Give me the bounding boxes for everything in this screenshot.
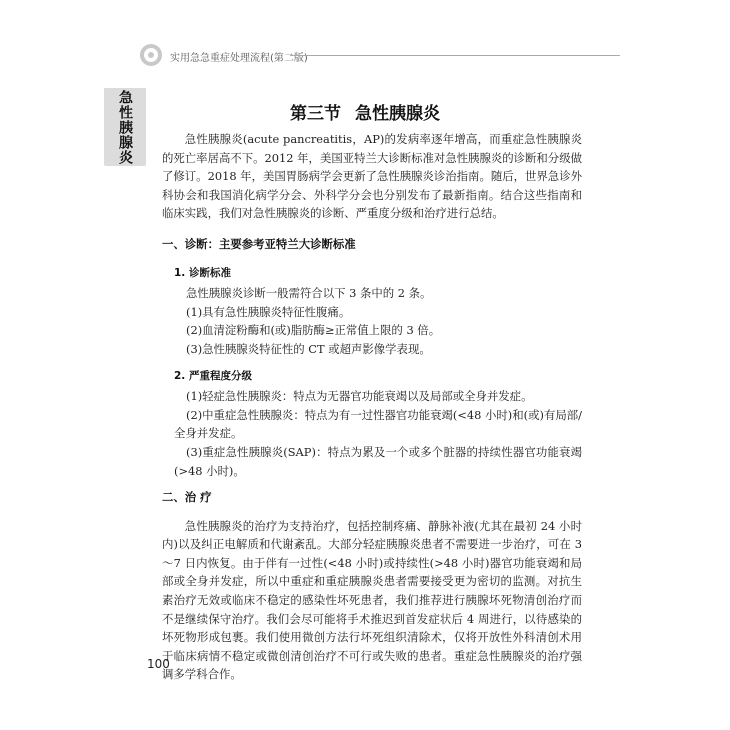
treatment-paragraph: 急性胰腺炎的治疗为支持治疗，包括控制疼痛、静脉补液(尤其在最初 24 小时内)以及纠正电解质和代谢紊乱。大部分轻症胰腺炎患者不需要进一步治疗，可在 3～7 日内恢复。由于伴有一过性(<48 小时)或持续性(>48 小时)器官功能衰竭和局部或全身并发症，所以中重症和重症胰腺炎患者需要接受更为密切的监测。对抗生素治疗无效或临床不稳定的感染性坏死患者，我们推荐进行胰腺坏死物清创治疗而不是继续保守治疗。我们会尽可能将手术推迟到首发症状后 4 周进行，以待感染的坏死物形成包裹。我们使用微创方法行坏死组织清除术，仅将开放性外科清创术用于临床病情不稳定或微创清创治疗不可行或失败的患者。重症急性胰腺炎的治疗强调多学科合作。 — [162, 518, 582, 682]
diagnosis-heading: 一、诊断：主要参考亚特兰大诊断标准 — [162, 236, 356, 251]
severity-item: (1)轻症急性胰腺炎：特点为无器官功能衰竭以及局部或全身并发症。 — [186, 389, 533, 404]
book-logo-icon — [140, 44, 162, 66]
section-title: 第三节 急性胰腺炎 — [290, 104, 440, 124]
page-body — [162, 130, 582, 684]
side-tab-label: 急性胰腺炎 — [117, 89, 133, 165]
page-number: 100 — [147, 657, 170, 671]
severity-item: (3)重症急性胰腺炎(SAP)：特点为累及一个或多个脏器的持续性器官功能衰竭(>48 小时)。 — [174, 444, 582, 478]
running-header-title: 实用急急重症处理流程(第二版) — [170, 53, 308, 64]
treatment-heading: 二、治 疗 — [162, 490, 212, 505]
intro-paragraph: 急性胰腺炎(acute pancreatitis，AP)的发病率逐年增高，而重症急性胰腺炎的死亡率居高不下。2012 年，美国亚特兰大诊断标准对急性胰腺炎的诊断和分级做了修订。2018 年，美国胃肠病学会更新了急性胰腺炎诊治指南。随后，世界急诊外科协会和我国消化病学分会、外科学分会也分别发布了最新指南。结合这些指南和临床实践，我们对急性胰腺炎的诊断、严重度分级和治疗进行总结。 — [162, 132, 582, 221]
criteria-heading: 1. 诊断标准 — [174, 266, 231, 279]
header-rule — [290, 55, 620, 56]
criteria-item: (1)具有急性胰腺炎特征性腹痛。 — [186, 304, 351, 319]
criteria-item: (2)血清淀粉酶和(或)脂肪酶≥正常值上限的 3 倍。 — [186, 323, 441, 338]
criteria-lead: 急性胰腺炎诊断一般需符合以下 3 条中的 2 条。 — [186, 286, 432, 301]
criteria-item: (3)急性胰腺炎特征性的 CT 或超声影像学表现。 — [186, 341, 431, 356]
severity-item: (2)中重症急性胰腺炎：特点为有一过性器官功能衰竭(<48 小时)和(或)有局部/全身并发症。 — [174, 407, 582, 441]
severity-heading: 2. 严重程度分级 — [174, 369, 252, 382]
